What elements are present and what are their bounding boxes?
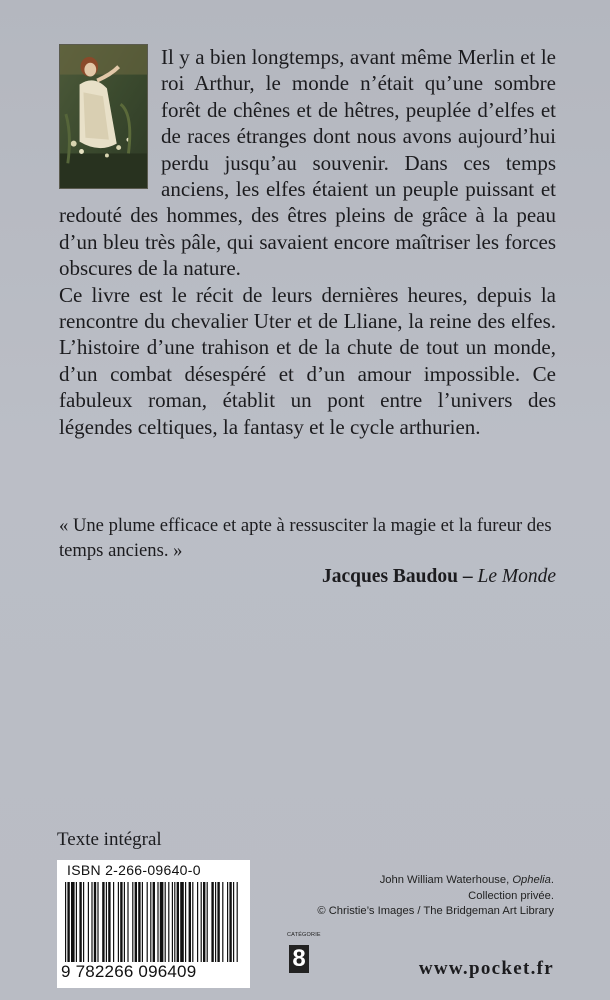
barcode-bars xyxy=(63,882,244,962)
credit-line-2: Collection privée. xyxy=(468,889,554,902)
isbn-number: ISBN 2-266-09640-0 xyxy=(67,862,201,878)
credit-line-1 xyxy=(294,873,554,889)
barcode-block xyxy=(57,860,250,988)
quote-source: Le Monde xyxy=(477,566,556,587)
publisher-website: www.pocket.fr xyxy=(418,958,554,979)
painting-spacer xyxy=(59,44,161,194)
quote-author: Jacques Baudou – xyxy=(321,566,478,587)
category-badge xyxy=(287,932,321,978)
image-credits xyxy=(294,873,554,920)
blurb-paragraph-2: Ce livre est le récit de leurs dernières heures, depuis la rencontre du chevalier Uter et de Lliane, la reine des elfes. L’histoire d’une trahison et de la chute de tout un monde, d’un combat désespéré et d’un amour impossible. Ce fabuleux roman, établit un pont entre l’univers des légendes celtiques, la fantasy et le cycle arthurien. xyxy=(59,282,556,439)
quote-attribution xyxy=(200,566,556,588)
blurb-paragraph-1: Il y a bien longtemps, avant même Merlin et le roi Arthur, le monde n’était qu’une sombre forêt de chênes et de hêtres, peuplée d’elfes et de races étranges dont nous avons aujourd’hui perdu jusqu’au souvenir. Dans ces temps anciens, les elfes étaient un peuple puissant et redouté des hommes, des êtres pleins de grâce à la peau d’un bleu très pâle, qui savaient encore maîtriser les forces obscures de la nature. xyxy=(59,45,556,281)
credit-artist: John William Waterhouse, xyxy=(379,874,513,886)
credit-title: Ophelia xyxy=(512,874,551,886)
credit-line-3: © Christie’s Images / The Bridgeman Art Library xyxy=(317,905,554,917)
category-label: CATÉGORIE xyxy=(287,932,321,938)
back-cover-blurb xyxy=(59,44,556,440)
credit-period: . xyxy=(550,874,554,886)
ean-number: 9 782266 096409 xyxy=(61,962,197,981)
category-number: 8 xyxy=(289,945,309,973)
texte-integral-label: Texte intégral xyxy=(57,829,162,850)
press-quote: « Une plume efficace et apte à ressusciter la magie et la fureur des temps anciens. » xyxy=(59,515,552,561)
